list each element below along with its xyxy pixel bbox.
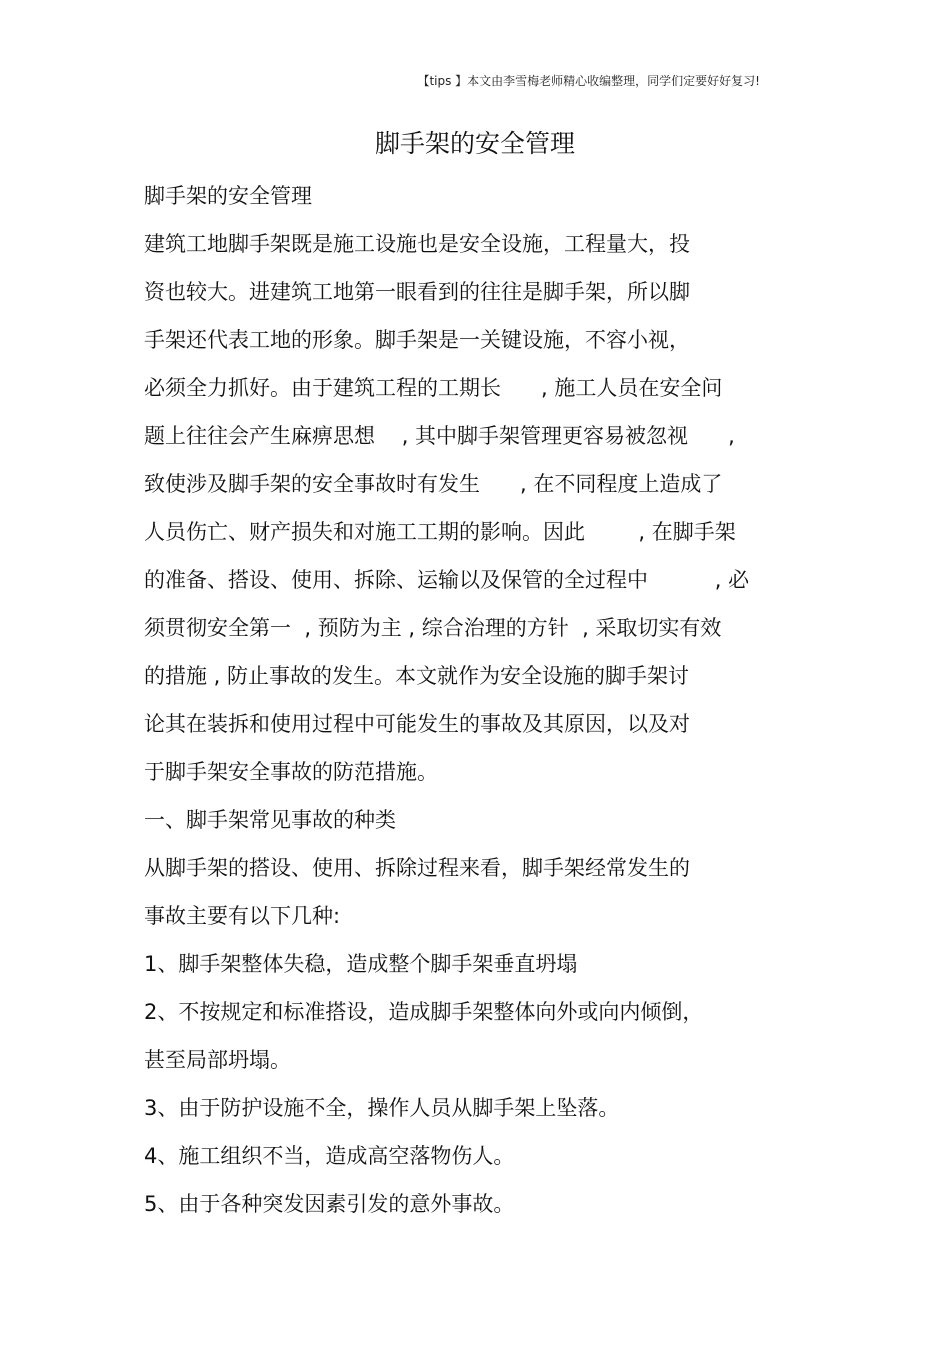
body-line: 须贯彻安全第一 , 预防为主 , 综合治理的方针 , 采取切实有效 [144,616,722,640]
list-item: 4、施工组织不当，造成高空落物伤人。 [144,1144,515,1168]
body-line: 资也较大。进建筑工地第一眼看到的往往是脚手架，所以脚 [144,280,690,304]
body-line: 致使涉及脚手架的安全事故时有发生 , 在不同程度上造成了 [144,472,723,496]
body-line: 人员伤亡、财产损失和对施工工期的影响。因此 , 在脚手架 [144,520,736,544]
list-item: 5、由于各种突发因素引发的意外事故。 [144,1192,515,1216]
body-line: 从脚手架的搭设、使用、拆除过程来看，脚手架经常发生的 [144,856,690,880]
body-line: 事故主要有以下几种: [144,904,341,928]
list-item: 3、由于防护设施不全，操作人员从脚手架上坠落。 [144,1096,620,1120]
body-line: 题上往往会产生麻痹思想 , 其中脚手架管理更容易被忽视 , [144,424,735,448]
body-line: 的准备、搭设、使用、拆除、运输以及保管的全过程中 , 必 [144,568,750,592]
body-line: 建筑工地脚手架既是施工设施也是安全设施，工程量大，投 [144,232,690,256]
document-title: 脚手架的安全管理 [374,129,575,158]
body-line: 于脚手架安全事故的防范措施。 [144,760,438,784]
header-tips: 【tips 】本文由李雪梅老师精心收编整理，同学们定要好好复习! [417,74,760,88]
list-item: 1、脚手架整体失稳，造成整个脚手架垂直坍塌 [144,952,578,976]
body-line: 手架还代表工地的形象。脚手架是一关键设施，不容小视， [144,328,690,352]
list-item: 2、不按规定和标准搭设，造成脚手架整体向外或向内倾倒， [144,1000,704,1024]
list-item-continuation: 甚至局部坍塌。 [144,1048,291,1072]
body-line: 必须全力抓好。由于建筑工程的工期长 , 施工人员在安全问 [144,376,723,400]
subtitle-line: 脚手架的安全管理 [144,184,312,208]
section-heading: 一、脚手架常见事故的种类 [144,808,396,832]
body-line: 论其在装拆和使用过程中可能发生的事故及其原因，以及对 [144,712,690,736]
body-line: 的措施 , 防止事故的发生。本文就作为安全设施的脚手架讨 [144,664,690,688]
